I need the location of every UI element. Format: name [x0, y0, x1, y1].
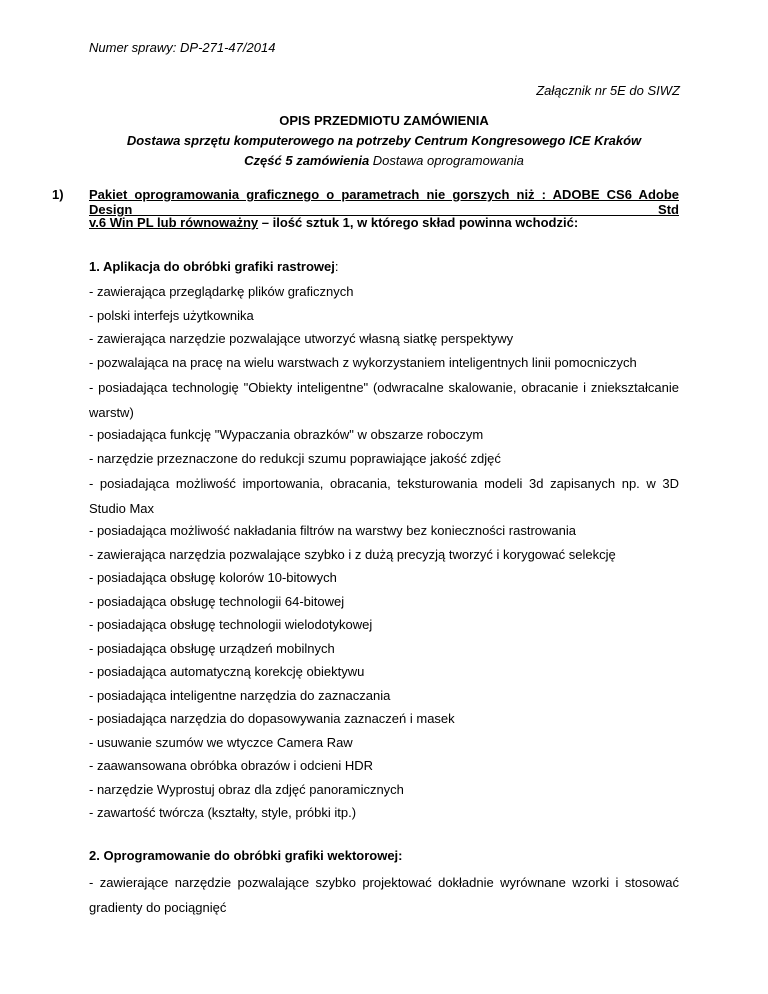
document-subtitle: Dostawa sprzętu komputerowego na potrzeby Centrum Kongresowego ICE Kraków — [126, 133, 642, 148]
section-number: 1) — [52, 187, 64, 202]
raster-item: - posiadająca możliwość importowania, obracania, teksturowania modeli 3d zapisanych np. w 3D Studio Max — [89, 476, 679, 516]
spacer — [89, 826, 679, 846]
raster-item: - zawierająca narzędzia pozwalające szybko i z dużą precyzją tworzyć i korygować selekcję — [89, 546, 616, 562]
raster-item: - zawierająca przeglądarkę plików graficznych — [89, 284, 354, 299]
section-body — [89, 257, 679, 919]
raster-heading — [89, 257, 679, 277]
case-number: Numer sprawy: DP-271-47/2014 — [89, 40, 276, 55]
raster-item: - posiadająca obsługę technologii wielodotykowej — [89, 617, 373, 632]
part-label: Część 5 zamówienia — [244, 153, 370, 168]
raster-item: - posiadająca inteligentne narzędzia do zaznaczania — [89, 687, 391, 703]
section-heading-rest: – ilość sztuk 1, w którego skład powinna wchodzić: — [258, 215, 579, 230]
raster-heading-colon: : — [334, 259, 339, 274]
attachment-label: Załącznik nr 5E do SIWZ — [536, 83, 680, 98]
raster-item: - narzędzie przeznaczone do redukcji szumu poprawiające jakość zdjęć — [89, 450, 501, 466]
part-description: Dostawa oprogramowania — [369, 153, 524, 168]
raster-item: - polski interfejs użytkownika — [89, 307, 254, 323]
raster-item: - zaawansowana obróbka obrazów i odcieni HDR — [89, 758, 373, 773]
raster-item: - posiadająca technologię "Obiekty inteligentne" (odwracalne skalowanie, obracanie i zniekształcanie warstw) — [89, 380, 679, 420]
raster-item: - posiadająca obsługę technologii 64-bitowej — [89, 593, 345, 609]
section-heading-underlined-2: v.6 Win PL lub równoważny — [89, 215, 259, 230]
raster-item: - posiadająca możliwość nakładania filtrów na warstwy bez konieczności rastrowania — [89, 523, 576, 538]
raster-item: - posiadająca obsługę urządzeń mobilnych — [89, 640, 335, 656]
vector-item: - zawierające narzędzie pozwalające szybko projektować dokładnie wyrównane wzorki i stosować gradienty do pociągnięć — [89, 874, 679, 915]
raster-item: - zawierająca narzędzie pozwalające utworzyć własną siatkę perspektywy — [89, 331, 514, 346]
raster-item: - posiadająca funkcję "Wypaczania obrazków" w obszarze roboczym — [89, 427, 484, 442]
raster-item: - usuwanie szumów we wtyczce Camera Raw — [89, 734, 353, 750]
document-part — [0, 153, 768, 168]
section-heading-line1 — [89, 187, 679, 217]
raster-item: - narzędzie Wyprostuj obraz dla zdjęć panoramicznych — [89, 781, 404, 797]
raster-heading-text: 1. Aplikacja do obróbki grafiki rastrowej — [89, 259, 335, 274]
section-heading-underlined: Pakiet oprogramowania graficznego o parametrach nie gorszych niż : ADOBE CS6 Adobe Design Std — [89, 187, 679, 217]
raster-item: - zawartość twórcza (kształty, style, próbki itp.) — [89, 805, 357, 820]
vector-heading: 2. Oprogramowanie do obróbki grafiki wektorowej: — [89, 847, 403, 863]
raster-item: - posiadająca automatyczną korekcję obiektywu — [89, 664, 365, 679]
raster-item: - pozwalająca na pracę na wielu warstwach z wykorzystaniem inteligentnych linii pomocniczych — [89, 354, 637, 370]
raster-item: - posiadająca narzędzia do dopasowywania zaznaczeń i masek — [89, 711, 455, 726]
raster-item: - posiadająca obsługę kolorów 10-bitowych — [89, 570, 337, 585]
document-title: OPIS PRZEDMIOTU ZAMÓWIENIA — [279, 113, 489, 128]
section-heading-line2 — [89, 215, 679, 230]
